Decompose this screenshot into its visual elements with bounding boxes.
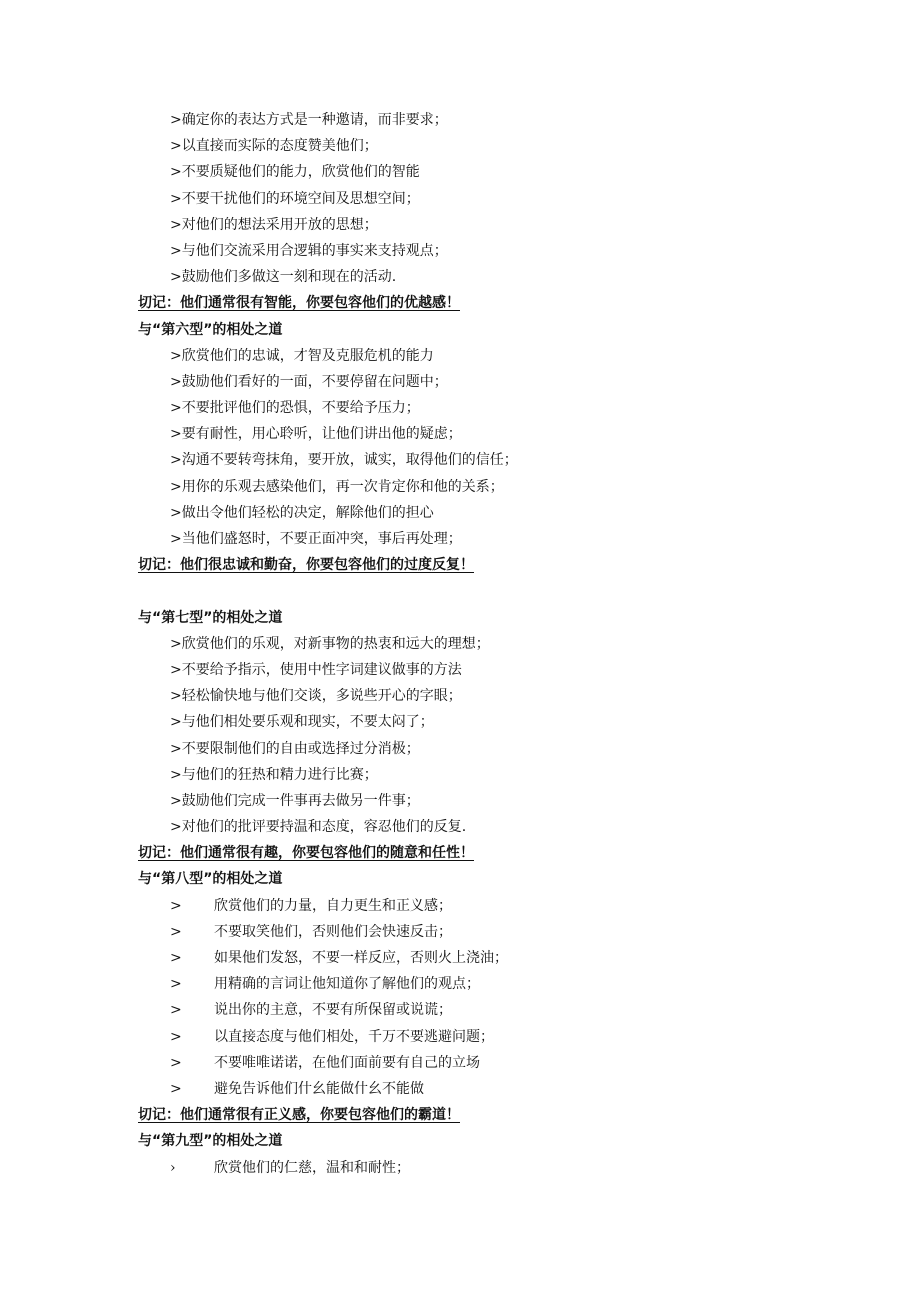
section-heading-type8: 与“第八型”的相处之道: [138, 871, 283, 888]
reminder-type7: 切记：他们通常很有趣，你要包容他们的随意和任性！: [138, 845, 474, 862]
list-item: >不要干扰他们的环境空间及思想空间；: [170, 190, 420, 207]
list-item: >不要批评他们的恐惧，不要给予压力；: [170, 400, 420, 417]
type9-bullet-list: [0, 1155, 920, 1181]
list-item: > 用精确的言词让他知道你了解他们的观点；: [170, 976, 480, 993]
list-item: >轻松愉快地与他们交谈，多说些开心的字眼；: [170, 688, 462, 705]
list-item: >对他们的想法采用开放的思想；: [170, 216, 378, 233]
list-item: > 如果他们发怒，不要一样反应，否则火上浇油；: [170, 950, 508, 966]
document-page: [0, 107, 920, 1181]
type7-bullet-list: [0, 631, 920, 841]
list-item: >不要限制他们的自由或选择过分消极；: [170, 740, 420, 757]
list-item: >不要质疑他们的能力，欣赏他们的智能: [170, 164, 420, 181]
list-item: > 不要唯唯诺诺，在他们面前要有自己的立场: [170, 1054, 480, 1071]
list-item: >确定你的表达方式是一种邀请，而非要求；: [170, 112, 448, 128]
type8-bullet-list: [0, 893, 920, 1103]
list-item: >对他们的批评要持温和态度，容忍他们的反复.: [170, 819, 467, 836]
type5-bullet-list: [0, 107, 920, 290]
list-item: >与他们相处要乐观和现实，不要太闷了；: [170, 714, 434, 731]
section-heading-type9: 与“第九型”的相处之道: [138, 1133, 283, 1150]
list-item: > 说出你的主意，不要有所保留或说谎；: [170, 1002, 452, 1019]
list-item: >要有耐性，用心聆听，让他们讲出他的疑虑；: [170, 426, 462, 443]
list-item: >鼓励他们完成一件事再去做另一件事；: [170, 792, 420, 809]
section-heading-type6: 与“第六型”的相处之道: [138, 321, 283, 338]
list-item: >与他们的狂热和精力进行比赛；: [170, 766, 378, 783]
reminder-type8: 切记：他们通常很有正义感，你要包容他们的霸道！: [138, 1107, 460, 1124]
list-item: >当他们盛怒时，不要正面冲突，事后再处理；: [170, 531, 462, 547]
list-item: >做出令他们轻松的决定，解除他们的担心: [170, 504, 434, 521]
section-heading-type7: 与“第七型”的相处之道: [138, 609, 283, 626]
list-item: > 欣赏他们的力量，自力更生和正义感；: [170, 897, 452, 914]
spacer: [0, 578, 920, 604]
reminder-type6: 切记：他们很忠诚和勤奋，你要包容他们的过度反复！: [138, 557, 474, 574]
list-item: >欣赏他们的忠诚，才智及克服危机的能力: [170, 347, 434, 364]
list-item: >鼓励他们多做这一刻和现在的活动.: [170, 269, 397, 286]
list-item: > 不要取笑他们，否则他们会快速反击；: [170, 923, 452, 940]
list-item: >鼓励他们看好的一面，不要停留在问题中；: [170, 373, 448, 390]
list-item: >用你的乐观去感染他们，再一次肯定你和他的关系；: [170, 478, 504, 495]
list-item: › 欣赏他们的仁慈，温和和耐性；: [170, 1159, 410, 1176]
reminder-type5: 切记：他们通常很有智能，你要包容他们的优越感！: [138, 295, 460, 312]
type6-bullet-list: [0, 343, 920, 553]
list-item: >不要给予指示，使用中性字词建议做事的方法: [170, 661, 462, 678]
list-item: > 避免告诉他们什幺能做什幺不能做: [170, 1080, 424, 1097]
list-item: >与他们交流采用合逻辑的事实来支持观点；: [170, 242, 448, 259]
list-item: >沟通不要转弯抹角，要开放，诚实，取得他们的信任；: [170, 452, 518, 469]
list-item: >欣赏他们的乐观，对新事物的热衷和远大的理想；: [170, 635, 490, 652]
list-item: >以直接而实际的态度赞美他们；: [170, 138, 378, 155]
list-item: > 以直接态度与他们相处，千万不要逃避问题；: [170, 1028, 494, 1045]
